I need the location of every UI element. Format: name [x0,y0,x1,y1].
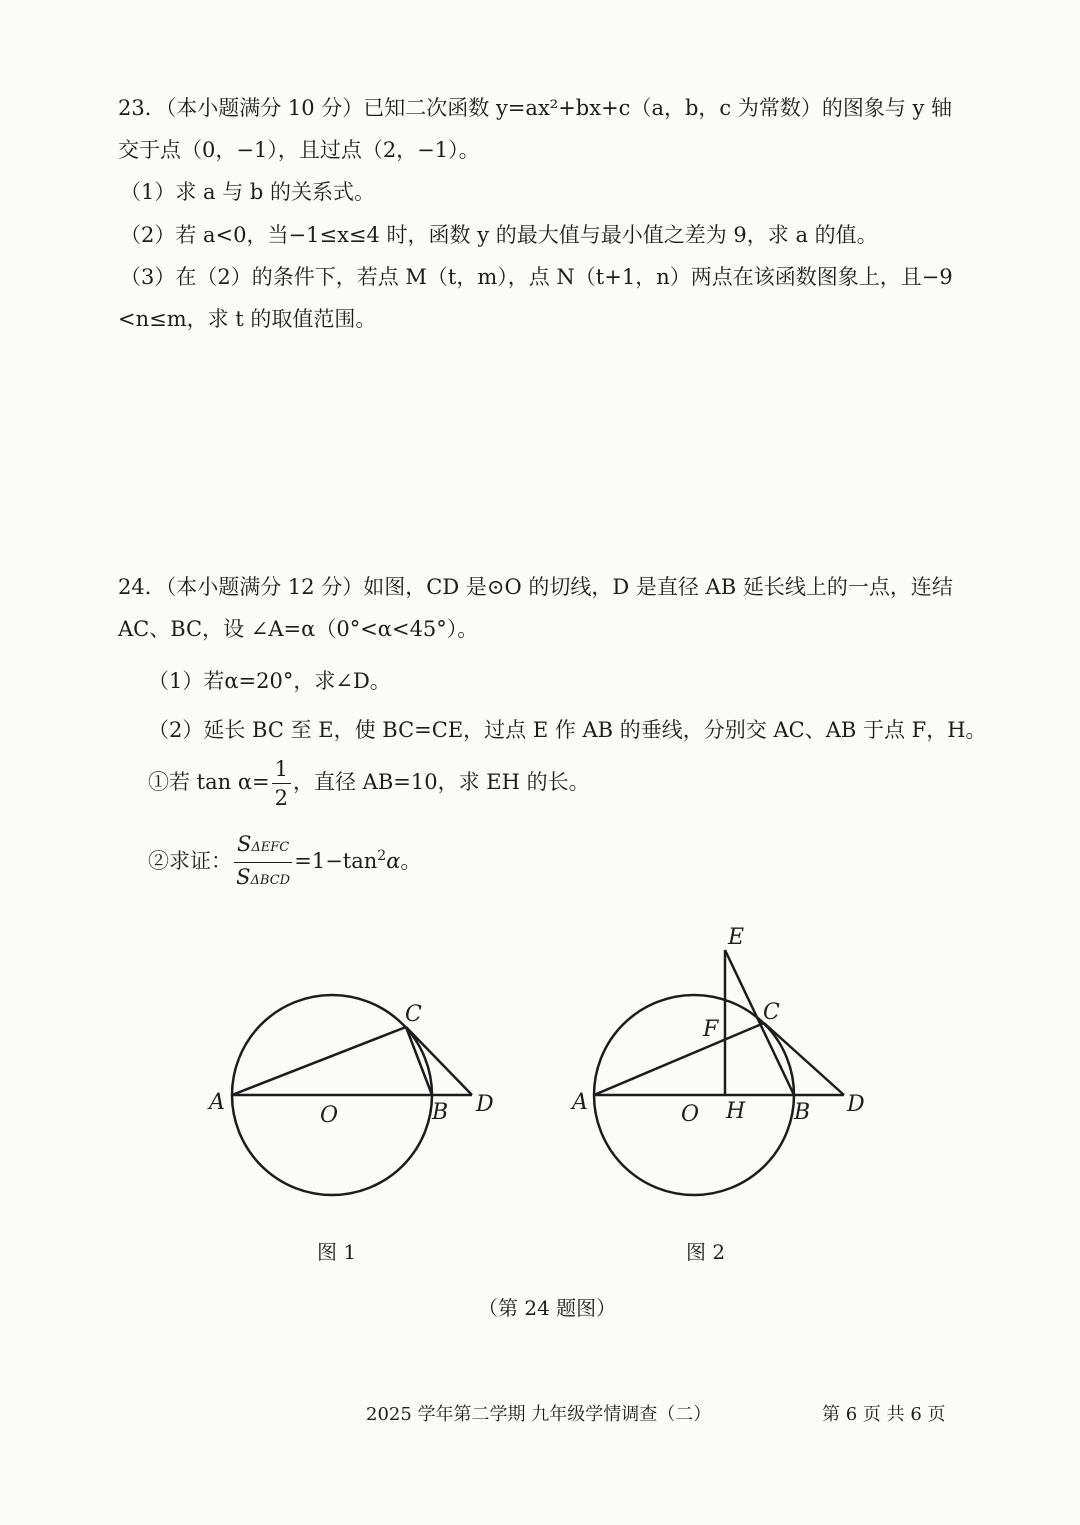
triangle-bcd-label: ΔBCD [250,873,291,888]
q23-part3-line2: <n≤m，求 t 的取值范围。 [118,307,377,331]
q23-part2: （2）若 a<0，当−1≤x≤4 时，函数 y 的最大值与最小值之差为 9，求 a 的值。 [120,223,878,247]
q23-part1: （1）求 a 与 b 的关系式。 [120,180,376,204]
area-symbol: S [236,865,251,889]
segment-ac [232,1027,406,1095]
q24-sub2-exponent: 2 [377,848,387,864]
figure-2-caption: 图 2 [686,1240,726,1264]
area-symbol: S [237,832,252,856]
q24-sub2 [148,830,421,895]
label-h: H [726,1099,746,1124]
label-a: A [209,1090,225,1115]
figure-1-caption: 图 1 [317,1240,357,1264]
q23-line1: 23．（本小题满分 10 分）已知二次函数 y=ax²+bx+c（a，b，c 为常数）的图象与 y 轴 [118,96,953,120]
q24-sub2-prefix: ②求证： [148,849,232,873]
q24-part2: （2）延长 BC 至 E，使 BC=CE，过点 E 作 AB 的垂线，分别交 AC、AB 于点 F，H。 [148,718,987,742]
label-b: B [794,1100,811,1125]
footer-page-number: 第 6 页 共 6 页 [822,1404,946,1425]
segment-bc [406,1027,432,1095]
q24-sub2-alpha: α [386,849,401,873]
label-f: F [703,1017,719,1042]
segment-ac [594,1023,764,1095]
label-o: O [681,1102,700,1127]
figure-caption: （第 24 题图） [478,1296,617,1320]
q23-part3-line1: （3）在（2）的条件下，若点 M（t，m），点 N（t+1，n）两点在该函数图象上，且−9 [120,265,953,289]
fraction-denominator: 2 [274,786,288,810]
tan-fraction [272,755,291,812]
figure-1 [195,985,515,1200]
footer-exam-title: 2025 学年第二学期 九年级学情调查（二） [366,1404,712,1425]
q24-line2: AC、BC，设 ∠A=α（0°<α<45°）。 [118,617,479,641]
fraction-numerator: 1 [272,755,291,784]
tangent-cd [406,1027,472,1095]
label-d: D [847,1092,865,1117]
area-ratio-numerator [234,830,292,863]
area-ratio-fraction [234,830,292,895]
area-ratio-denominator [234,863,292,895]
label-b: B [432,1100,449,1125]
segment-be [725,950,794,1095]
triangle-efc-label: ΔEFC [251,840,290,855]
q24-sub1 [148,752,590,812]
q23-line2: 交于点（0，−1），且过点（2，−1）。 [118,138,480,162]
label-c: C [405,1002,422,1027]
label-e: E [728,925,745,950]
q24-sub1-suffix: ，直径 AB=10，求 EH 的长。 [293,770,590,794]
q24-line1: 24．（本小题满分 12 分）如图，CD 是⊙O 的切线，D 是直径 AB 延长线上的一点，连结 [118,575,953,599]
figure-2 [565,915,875,1205]
label-a: A [572,1090,588,1115]
q24-sub1-prefix: ①若 tan α= [148,770,270,794]
q24-sub2-end: 。 [400,849,422,873]
label-d: D [476,1092,494,1117]
label-c: C [763,1000,780,1025]
q24-part1: （1）若α=20°，求∠D。 [148,669,391,693]
label-o: O [320,1103,339,1128]
q24-sub2-rhs: =1−tan [294,849,378,873]
